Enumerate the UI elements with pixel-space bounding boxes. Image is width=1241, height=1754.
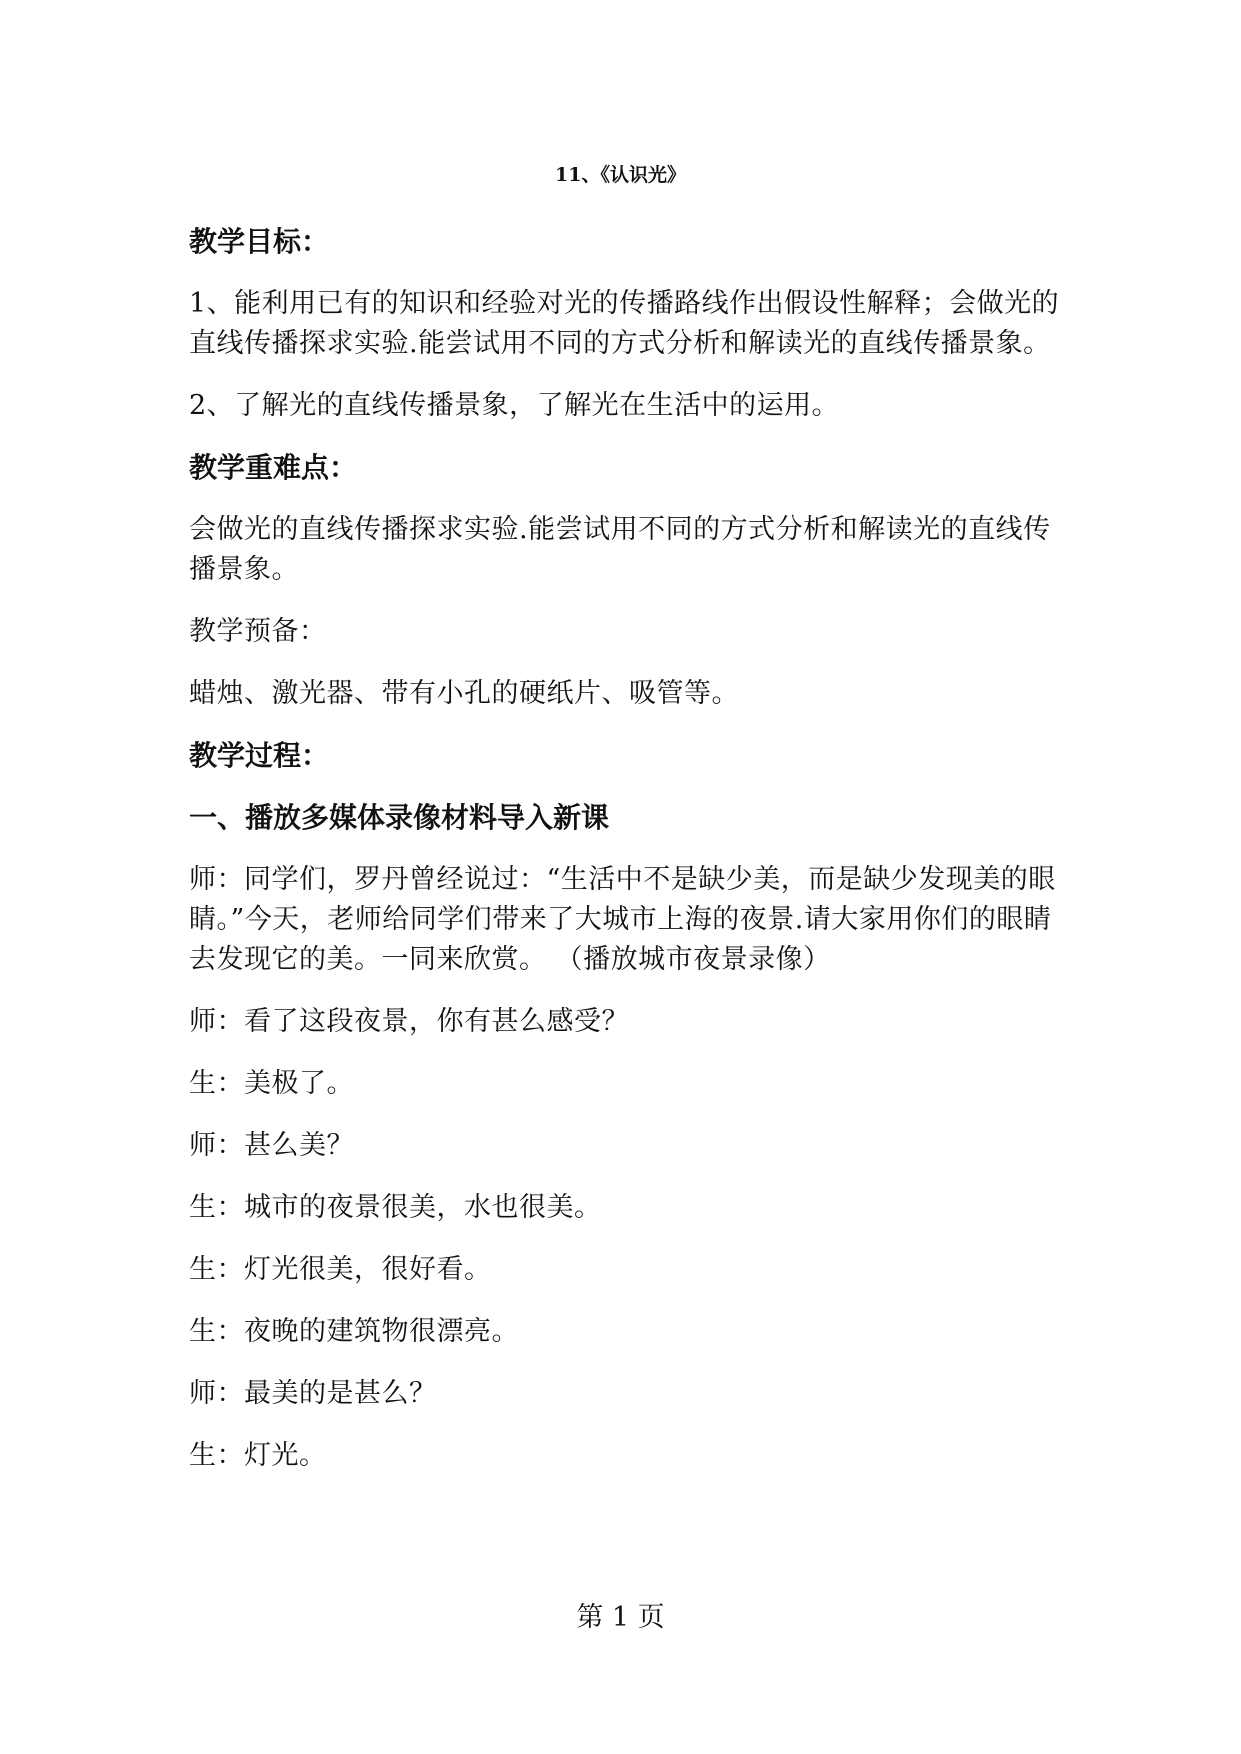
key-points-text: 会做光的直线传播探求实验.能尝试用不同的方式分析和解读光的直线传播景象。 <box>189 514 1051 585</box>
document-title: 11、《认识光》 <box>555 164 686 186</box>
dialogue-line: 师：看了这段夜景，你有甚么感受？ <box>189 1006 629 1037</box>
dialogue-line: 生：美极了。 <box>189 1068 354 1099</box>
dialogue-line: 师：甚么美？ <box>189 1130 354 1161</box>
document-body <box>189 222 1069 1498</box>
dialogue-line: 生：灯光很美，很好看。 <box>189 1254 492 1285</box>
dialogue-line: 师：最美的是甚么？ <box>189 1378 437 1409</box>
part-1-heading: 一、播放多媒体录像材料导入新课 <box>189 801 610 834</box>
dialogue-line: 生：灯光。 <box>189 1440 327 1471</box>
process-heading: 教学过程： <box>189 739 330 772</box>
dialogue-line: 生：城市的夜景很美，水也很美。 <box>189 1192 602 1223</box>
page-number: 第 1 页 <box>576 1602 665 1633</box>
preparation-text: 蜡烛、激光器、带有小孔的硬纸片、吸管等。 <box>189 678 739 709</box>
dialogue-line: 生：夜晚的建筑物很漂亮。 <box>189 1316 519 1347</box>
goals-heading: 教学目标： <box>189 225 330 258</box>
preparation-label: 教学预备： <box>189 616 327 647</box>
goal-2: 2、了解光的直线传播景象，了解光在生活中的运用。 <box>189 390 840 421</box>
goal-1: 1、能利用已有的知识和经验对光的传播路线作出假设性解释；会做光的直线传播探求实验.能尝试用不同的方式分析和解读光的直线传播景象。 <box>189 288 1060 359</box>
dialogue-line: 师：同学们，罗丹曾经说过：“生活中不是缺少美，而是缺少发现美的眼睛。”今天，老师给同学们带来了大城市上海的夜景.请大家用你们的眼睛去发现它的美。一同来欣赏。 （播放城市夜景录像） <box>189 864 1056 975</box>
key-points-heading: 教学重难点： <box>189 451 358 484</box>
